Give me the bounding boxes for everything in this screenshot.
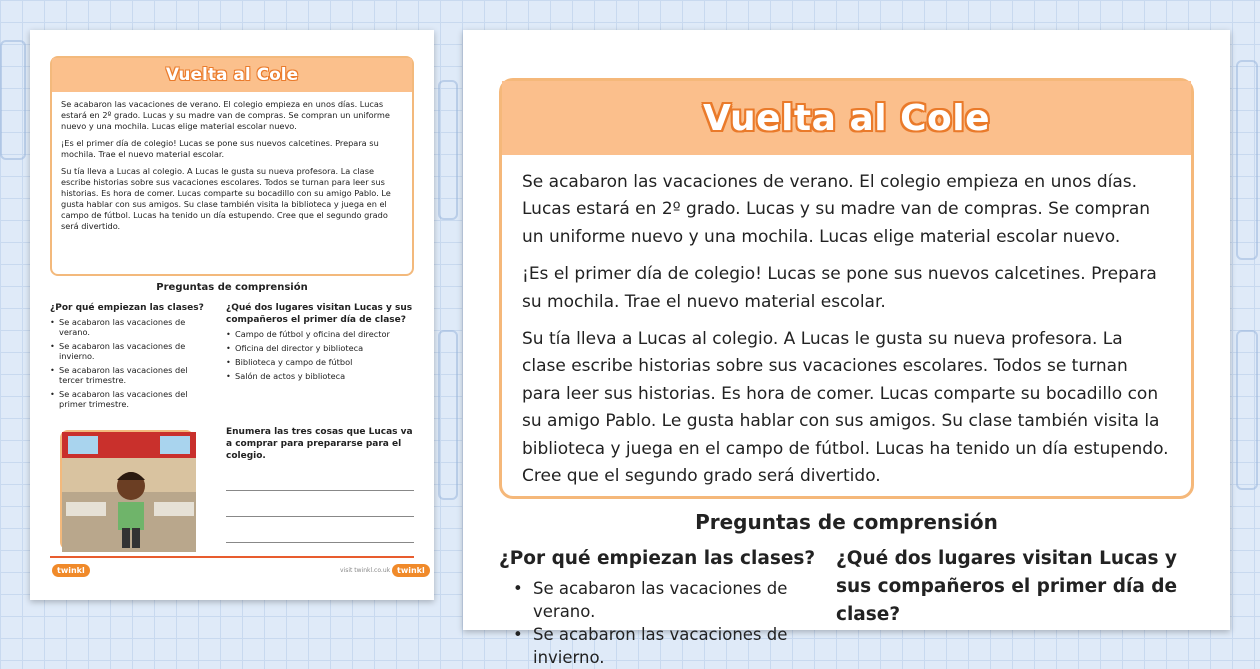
- thumbnail-option: • Biblioteca y campo de fútbol: [226, 357, 414, 367]
- story-paragraph: Se acabaron las vacaciones de verano. El colegio empieza en unos días. Lucas estará en 2º grado. Lucas y su madre van de compras. Se compran un uniforme nuevo y una mochila. Lucas elige material escolar nuevo.: [522, 172, 1151, 247]
- answer-option: • Se acabaron las vacaciones de verano.: [499, 577, 819, 623]
- background-doodle: [1236, 330, 1258, 490]
- background-doodle: [438, 330, 458, 500]
- twinkl-logo: twinkl: [52, 564, 90, 577]
- thumbnail-paragraph: ¡Es el primer día de colegio! Lucas se pone sus nuevos calcetines. Prepara su mochila. Trae el nuevo material escolar.: [61, 138, 379, 159]
- answer-line: [226, 490, 414, 491]
- footer-url: visit twinkl.co.uk: [340, 567, 391, 574]
- thumbnail-paragraph: Su tía lleva a Lucas al colegio. A Lucas le gusta su nueva profesora. La clase escribe historias sobre sus vacaciones escolares. Todos se turnan para leer sus historias. Es hora de comer. Lucas comparte su bocadillo con su amigo Pablo. Le gusta hablar con sus amigos. Su clase también visita la biblioteca y juega en el campo de fútbol. Lucas ha tenido un día estupendo. Cree que el segundo grado será divertido.: [61, 166, 391, 231]
- background-doodle: [0, 40, 26, 160]
- thumbnail-question-text: ¿Por qué empiezan las clases?: [50, 303, 204, 313]
- question-2: [836, 545, 1196, 629]
- thumbnail-paragraph: Se acabaron las vacaciones de verano. El colegio empieza en unos días. Lucas estará en 2º grado. Lucas y su madre van de compras. Se compran un uniforme nuevo y una mochila. Lucas elige material escolar nuevo.: [61, 99, 390, 131]
- story-paragraph: ¡Es el primer día de colegio! Lucas se pone sus nuevos calcetines. Prepara su mochila. Trae el nuevo material escolar.: [522, 264, 1157, 312]
- thumbnail-option: • Se acabaron las vacaciones del tercer trimestre.: [50, 365, 210, 385]
- answer-option: • Se acabaron las vacaciones de invierno.: [499, 623, 819, 669]
- twinkl-logo-small: twinkl: [392, 564, 430, 577]
- footer-line: [50, 556, 414, 558]
- page-title: Vuelta al Cole: [702, 97, 991, 139]
- thumbnail-question-1: [50, 302, 210, 413]
- answer-line: [226, 542, 414, 543]
- thumbnail-questions-title: Preguntas de comprensión: [156, 282, 308, 293]
- question-text: ¿Por qué empiezan las clases?: [499, 548, 816, 569]
- background-doodle: [438, 80, 458, 220]
- worksheet-thumbnail: [30, 30, 434, 600]
- thumbnail-title-bar: [52, 58, 412, 92]
- thumbnail-option: • Se acabaron las vacaciones de verano.: [50, 317, 210, 337]
- questions-heading: Preguntas de comprensión: [695, 510, 998, 534]
- answer-line: [226, 516, 414, 517]
- background-doodle: [1236, 60, 1258, 260]
- story-box: [499, 78, 1194, 499]
- thumbnail-question-text: Enumera las tres cosas que Lucas va a comprar para prepararse para el colegio.: [226, 427, 413, 461]
- thumbnail-option: • Salón de actos y biblioteca: [226, 371, 414, 381]
- worksheet-zoomed-page: [463, 30, 1230, 667]
- thumbnail-option: • Se acabaron las vacaciones de invierno.: [50, 341, 210, 361]
- question-text: ¿Qué dos lugares visitan Lucas y sus compañeros el primer día de clase?: [836, 548, 1178, 625]
- classroom-boy-illustration: [60, 430, 194, 550]
- thumbnail-option: • Se acabaron las vacaciones del primer trimestre.: [50, 389, 210, 409]
- thumbnail-title: Vuelta al Cole: [165, 65, 299, 85]
- thumbnail-option: • Campo de fútbol y oficina del director: [226, 329, 414, 339]
- thumbnail-option: • Oficina del director y biblioteca: [226, 343, 414, 353]
- title-bar: [502, 81, 1191, 155]
- question-1: [499, 545, 819, 669]
- story-paragraph: Su tía lleva a Lucas al colegio. A Lucas le gusta su nueva profesora. La clase escribe historias sobre sus vacaciones escolares. Todos se turnan para leer sus historias. Es hora de comer. Lucas comparte su bocadillo con su amigo Pablo. Le gusta hablar con sus amigos. Su clase también visita la biblioteca y juega en el campo de fútbol. Lucas ha tenido un día estupendo. Cree que el segundo grado será divertido.: [522, 329, 1169, 487]
- thumbnail-question-3: [226, 426, 414, 465]
- story-text: [502, 155, 1191, 490]
- thumbnail-story-box: [50, 56, 414, 276]
- thumbnail-question-text: ¿Qué dos lugares visitan Lucas y sus compañeros el primer día de clase?: [226, 303, 413, 325]
- thumbnail-question-2: [226, 302, 414, 385]
